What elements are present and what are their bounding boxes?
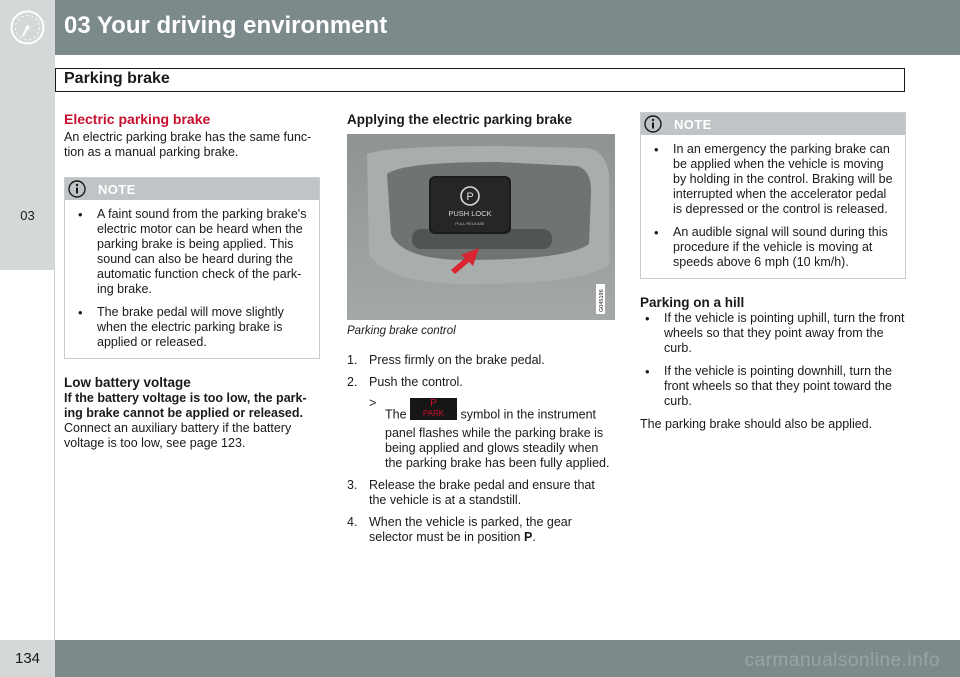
note-bullet: • The brake pedal will move slightly when the electric parking brake is applied or released. — [73, 305, 311, 350]
parking-brake-control-image — [347, 134, 615, 320]
step-3: 3. Release the brake pedal and ensure that the vehicle is at a standstill. — [347, 478, 595, 507]
note-label: NOTE — [98, 182, 136, 197]
column-3 — [640, 112, 906, 440]
closing-text: The parking brake should also be applied. — [640, 417, 873, 431]
hill-bullet: • If the vehicle is pointing uphill, turn the front wheels so that they point away from the curb. — [640, 311, 906, 356]
low-battery-warning: If the battery voltage is too low, the park-ing brake cannot be applied or released. — [64, 391, 307, 420]
section-title: Parking brake — [64, 70, 170, 87]
note-bullet: • A faint sound from the parking brake's electric motor can be heard when the parking brake is being applied. This sound can also be heard during the automatic function check of the park-ing brake. — [73, 207, 311, 297]
button-sublabel: PULL RELEASE — [455, 221, 485, 226]
section-bar — [55, 68, 905, 92]
step-4: 4. When the vehicle is parked, the gear selector must be in position P. — [347, 515, 572, 544]
info-icon — [68, 180, 86, 198]
hill-bullet: • If the vehicle is pointing downhill, turn the front wheels so that they point toward the curb. — [640, 364, 906, 409]
info-icon — [644, 115, 662, 133]
low-battery-text: Connect an auxiliary battery if the battery voltage is too low, see page 123. — [64, 421, 292, 450]
note-body — [65, 200, 319, 358]
step-1: 1. Press firmly on the brake pedal. — [347, 353, 545, 367]
page-number: 134 — [0, 640, 55, 677]
note-bullet: • An audible signal will sound during this procedure if the vehicle is moving at speeds above 6 mph (10 km/h). — [649, 225, 897, 270]
park-indicator-icon: P PARK — [410, 398, 457, 420]
note-header — [65, 178, 319, 200]
column-1 — [64, 112, 320, 459]
note-body — [641, 135, 905, 278]
applying-heading: Applying the electric parking brake — [347, 112, 573, 127]
chapter-title: 03 Your driving environment — [64, 12, 388, 39]
note-box — [64, 177, 320, 359]
chapter-sidebar — [0, 55, 55, 270]
electric-parking-brake-heading: Electric parking brake — [64, 111, 211, 127]
note-header — [641, 113, 905, 135]
column-2 — [347, 112, 615, 552]
step-2-result: > The P PARK symbol in the instrument panel flashes while the parking brake is being applied and glows steadily when the parking brake has been fully applied. — [369, 396, 610, 470]
header-icon-box — [0, 0, 55, 55]
gauge-icon — [0, 0, 55, 55]
emergency-note-box — [640, 112, 906, 279]
button-symbol: P — [466, 191, 474, 203]
image-code: G045196 — [599, 289, 605, 312]
hill-heading: Parking on a hill — [640, 295, 745, 310]
note-label: NOTE — [674, 117, 712, 132]
button-label: PUSH LOCK — [448, 209, 492, 218]
image-caption: Parking brake control — [347, 325, 456, 337]
chapter-tab: 03 — [20, 208, 35, 223]
low-battery-heading: Low battery voltage — [64, 375, 191, 390]
step-2: 2. Push the control. — [347, 375, 463, 389]
sidebar-lower — [0, 270, 55, 640]
note-bullet: • In an emergency the parking brake can be applied when the vehicle is moving by holding in the control. Braking will be interrupted when the accelerator pedal is depressed or the control is released. — [649, 142, 897, 217]
watermark: carmanualsonline.info — [744, 650, 940, 671]
intro-paragraph: An electric parking brake has the same func-tion as a manual parking brake. — [64, 130, 312, 159]
